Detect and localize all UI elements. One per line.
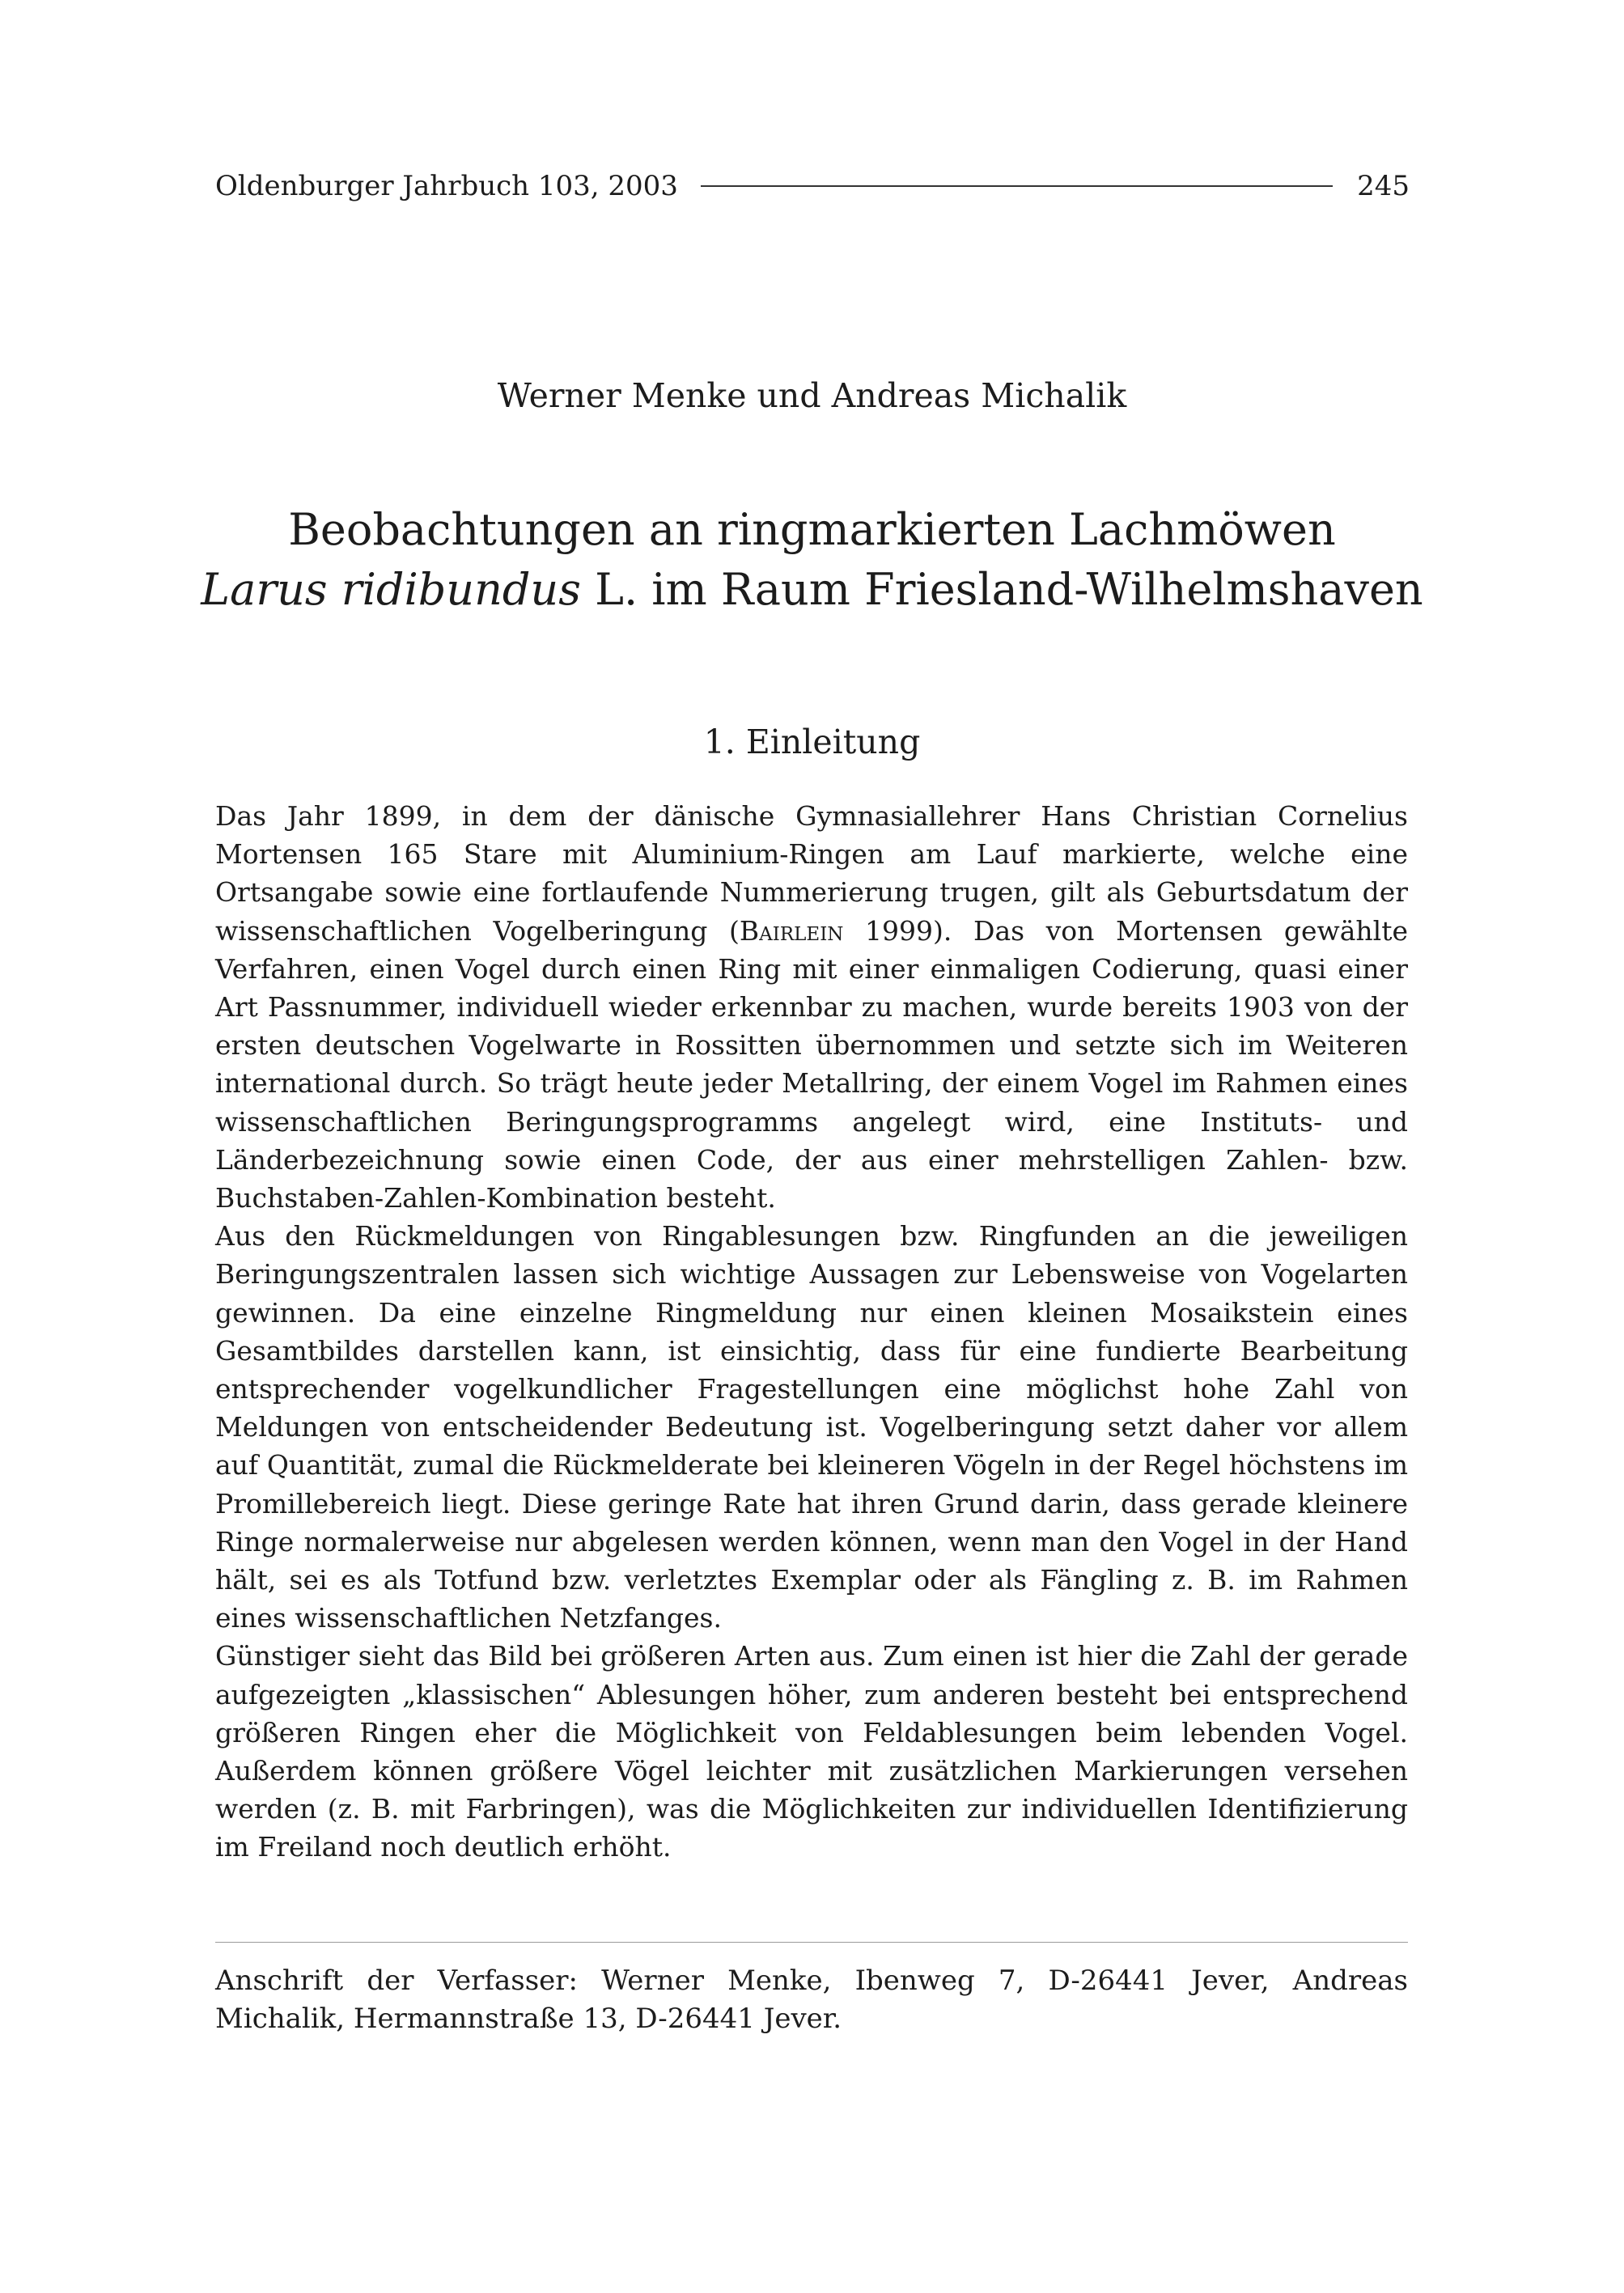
title-line-1: Beobachtungen an ringmarkierten Lachmöwen xyxy=(288,504,1336,555)
paragraph-1-text-b: 1999). Das von Mortensen gewählte Verfahren, einen Vogel durch einen Ring mit einer einmaligen Codierung, quasi einer Art Passnummer, individuell wieder erkennbar zu machen, wurde bereits 1903 von der ersten deutschen Vogelwarte in Rossitten übernommen und setzte sich im Weiteren international durch. So trägt heute jeder Metallring, der einem Vogel im Rahmen eines wissenschaftlichen Beringungsprogramms angelegt wird, eine Instituts- und Länderbezeichnung sowie einen Code, der aus einer mehrstelligen Zahlen- bzw. Buchstaben-Zahlen-Kombination besteht. xyxy=(215,914,1409,1214)
header-rule xyxy=(701,185,1333,187)
paragraph-1 xyxy=(215,797,1408,1217)
article-authors: Werner Menke und Andreas Michalik xyxy=(497,376,1127,415)
article-body xyxy=(215,797,1408,1867)
footnote-divider xyxy=(215,1942,1408,1943)
title-line-2 xyxy=(0,560,1624,620)
citation-author: Bairlein xyxy=(739,914,844,947)
section-heading: 1. Einleitung xyxy=(703,723,921,761)
title-line-2-rest: L. im Raum Friesland-Wilhelmshaven xyxy=(580,564,1423,615)
paragraph-2: Aus den Rückmeldungen von Ringablesungen bzw. Ringfunden an die jeweiligen Beringungszentralen lassen sich wichtige Aussagen zur Lebensweise von Vogelarten gewinnen. Da eine einzelne Ringmeldung nur einen kleinen Mosaikstein eines Gesamtbildes darstellen kann, ist einsichtig, dass für eine fundierte Bearbeitung entsprechender vogelkundlicher Fragestellungen eine möglichst hohe Zahl von Meldungen von entscheidender Bedeutung ist. Vogelberingung setzt daher vor allem auf Quantität, zumal die Rückmelderate bei kleineren Vögeln in der Regel höchstens im Promillebereich liegt. Diese geringe Rate hat ihren Grund darin, dass gerade kleinere Ringe normalerweise nur abgelesen werden können, wenn man den Vogel in der Hand hält, sei es als Totfund bzw. verletztes Exemplar oder als Fängling z. B. im Rahmen eines wissenschaftlichen Netzfanges. xyxy=(215,1220,1408,1634)
paragraph-1-text-a: Das Jahr 1899, in dem der dänische Gymnasiallehrer Hans Christian Cornelius Mortensen 165 Stare mit Aluminium-Ringen am Lauf markierte, welche eine Ortsangabe sowie eine fortlaufende Nummerierung trugen, gilt als Geburtsdatum der wissenschaftlichen Vogelberingung ( xyxy=(215,800,1408,947)
species-name: Larus ridibundus xyxy=(201,564,581,615)
page-number: 245 xyxy=(1357,170,1410,202)
author-address-footnote: Anschrift der Verfasser: Werner Menke, Ibenweg 7, D-26441 Jever, Andreas Michalik, Hermannstraße 13, D-26441 Jever. xyxy=(215,1965,1408,2035)
journal-citation: Oldenburger Jahrbuch 103, 2003 xyxy=(215,170,678,202)
running-head xyxy=(215,166,1410,206)
article-title xyxy=(0,500,1624,620)
paragraph-3: Günstiger sieht das Bild bei größeren Arten aus. Zum einen ist hier die Zahl der gerade aufgezeigten „klassischen“ Ablesungen höher, zum anderen besteht bei entsprechend größeren Ringen eher die Möglichkeit von Feldablesungen beim lebenden Vogel. Außerdem können größere Vögel leichter mit zusätzlichen Markierungen versehen werden (z. B. mit Farbringen), was die Möglichkeiten zur individuellen Identifizierung im Freiland noch deutlich erhöht. xyxy=(215,1640,1408,1863)
